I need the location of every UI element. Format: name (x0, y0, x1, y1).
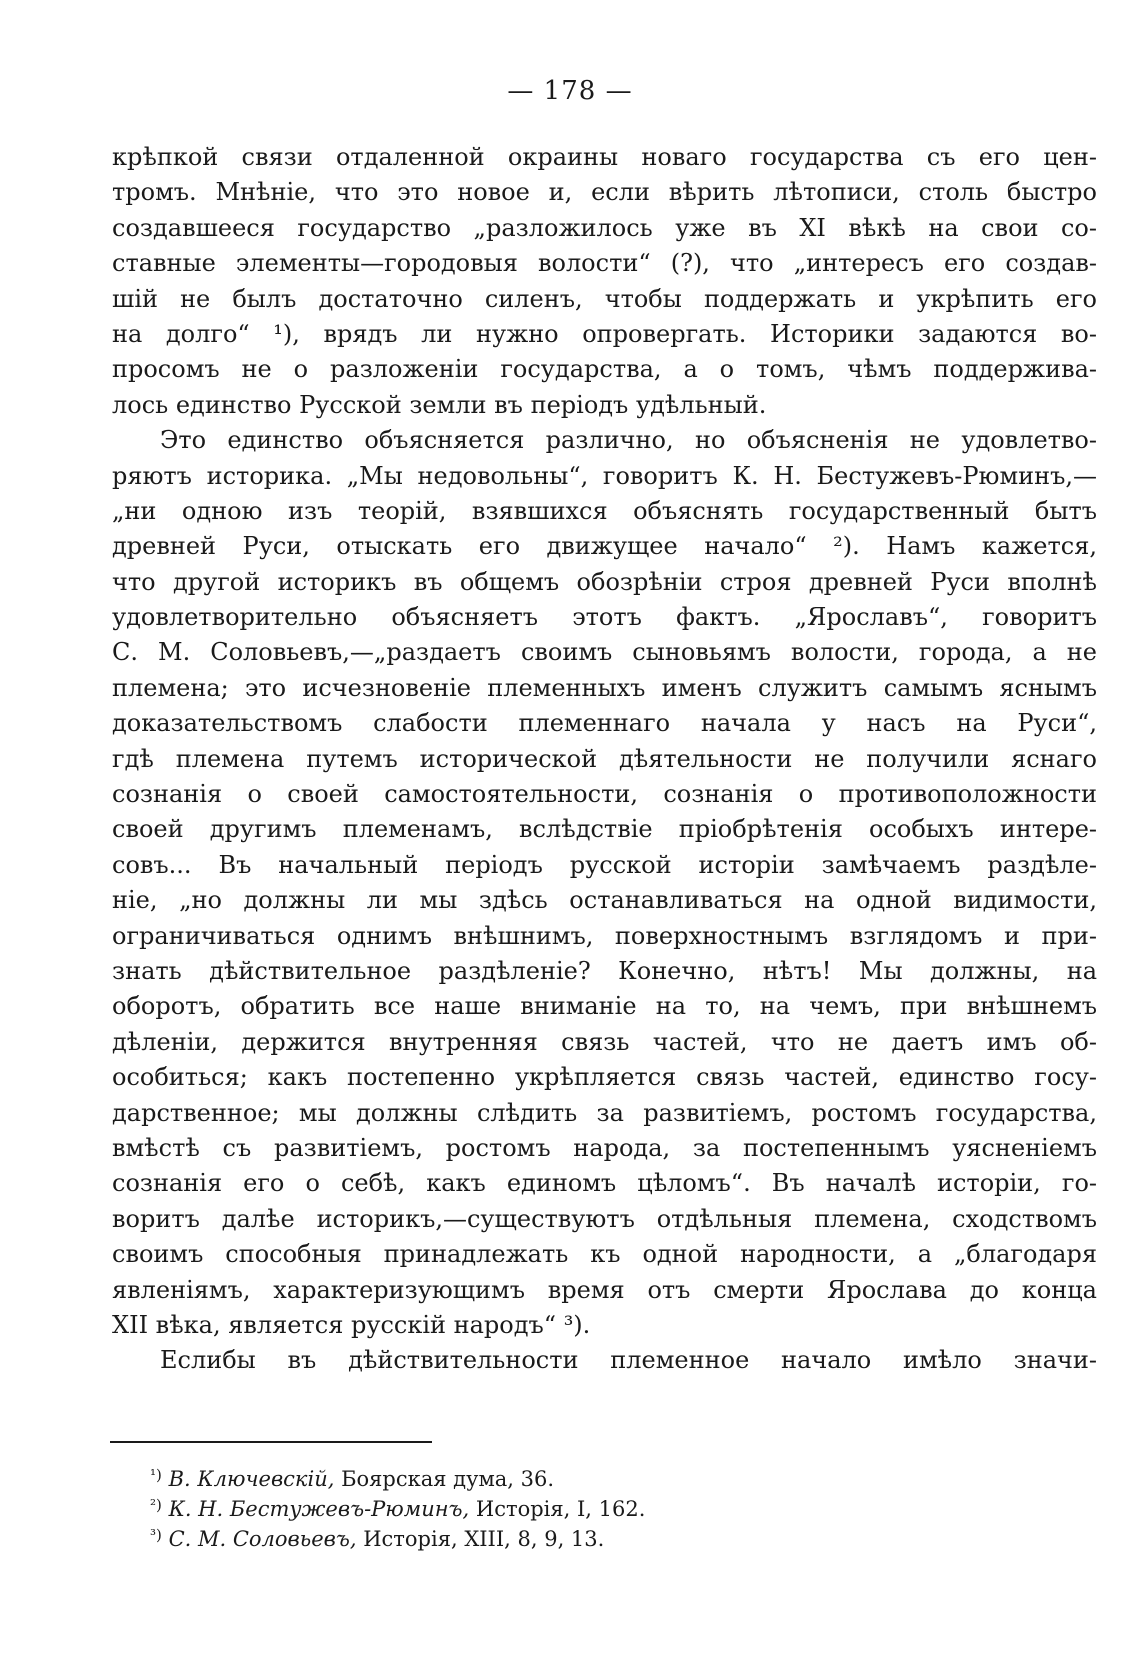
text-line: своей другимъ племенамъ, вслѣдствіе пріобрѣтенія особыхъ интере- (112, 815, 1097, 844)
footnote-author: К. Н. Бестужевъ-Рюминъ, (168, 1497, 470, 1521)
footnotes (150, 1460, 850, 1550)
footnote-ref: Исторія, I, 162. (469, 1497, 646, 1521)
text-line: ставные элементы—городовыя волости“ (?), что „интересъ его создав- (112, 249, 1097, 278)
footnote-ref: Исторія, XIII, 8, 9, 13. (356, 1527, 605, 1551)
text-line: Это единство объясняется различно, но объясненія не удовлетво- (160, 426, 1097, 455)
body-text (112, 140, 1097, 1379)
text-line: удовлетворительно объясняетъ этотъ фактъ. „Ярославъ“, говоритъ (112, 603, 1097, 632)
text-line: своимъ способныя принадлежать къ одной народности, а „благодаря (112, 1240, 1097, 1269)
text-line: сознанія о своей самостоятельности, сознанія о противоположности (112, 780, 1097, 809)
text-line: совъ... Въ начальный періодъ русской исторіи замѣчаемъ раздѣле- (112, 850, 1097, 879)
text-line: гдѣ племена путемъ исторической дѣятельности не получили яснаго (112, 744, 1097, 773)
text-line: дѣленіи, держится внутренняя связь частей, что не даетъ имъ об- (112, 1027, 1097, 1056)
text-line: С. М. Соловьевъ,—„раздаетъ своимъ сыновьямъ волости, города, а не (112, 638, 1097, 667)
text-line: вмѣстѣ съ развитіемъ, ростомъ народа, за постепеннымъ уясненіемъ (112, 1133, 1097, 1162)
text-line: знать дѣйствительное раздѣленіе? Конечно, нѣтъ! Мы должны, на (112, 956, 1097, 985)
text-line: крѣпкой связи отдаленной окраины новаго государства съ его цен- (112, 143, 1097, 171)
footnote-ref: Боярская дума, 36. (334, 1467, 555, 1491)
text-line: ряютъ историка. „Мы недовольны“, говоритъ К. Н. Бестужевъ-Рюминъ,— (112, 461, 1097, 490)
text-line: тромъ. Мнѣніе, что это новое и, если вѣрить лѣтописи, столь быстро (112, 178, 1097, 207)
text-line: на долго“ ¹), врядъ ли нужно опровергать. Историки задаются во- (112, 319, 1097, 348)
text-line: XII вѣка, является русскій народъ“ ³). (112, 1310, 591, 1339)
text-line: создавшееся государство „разложилось уже въ XI вѣкѣ на свои со- (112, 213, 1097, 242)
text-line: дарственное; мы должны слѣдить за развитіемъ, ростомъ государства, (112, 1098, 1097, 1127)
text-line: воритъ далѣе историкъ,—существуютъ отдѣльныя племена, сходствомъ (112, 1204, 1097, 1233)
footnote-author: В. Ключевскій, (168, 1467, 335, 1491)
footnote-separator (110, 1441, 432, 1443)
footnote-mark: ²) (150, 1496, 162, 1514)
text-line: ніе, „но должны ли мы здѣсь останавливаться на одной видимости, (112, 886, 1097, 915)
text-line: древней Руси, отыскать его движущее начало“ ²). Намъ кажется, (112, 532, 1097, 561)
text-line: ограничиваться однимъ внѣшнимъ, поверхностнымъ взглядомъ и при- (112, 921, 1097, 950)
footnote-mark: ³) (150, 1526, 162, 1544)
text-line: доказательствомъ слабости племеннаго начала у насъ на Руси“, (112, 709, 1097, 738)
text-line: особиться; какъ постепенно укрѣпляется связь частей, единство госу- (112, 1063, 1097, 1092)
footnote (150, 1520, 850, 1550)
page-number: — 178 — (507, 76, 633, 106)
text-line: что другой историкъ въ общемъ обозрѣніи строя древней Руси вполнѣ (112, 567, 1097, 596)
text-line: оборотъ, обратить все наше вниманіе на то, на чемъ, при внѣшнемъ (112, 992, 1097, 1021)
text-line: „ни одною изъ теорій, взявшихся объяснять государственный бытъ (112, 496, 1097, 525)
text-line: племена; это исчезновеніе племенныхъ именъ служитъ самымъ яснымъ (112, 673, 1097, 702)
footnote-author: С. М. Соловьевъ, (168, 1527, 357, 1551)
footnote-mark: ¹) (150, 1466, 162, 1484)
text-line: сознанія его о себѣ, какъ единомъ цѣломъ“. Въ началѣ исторіи, го- (112, 1169, 1097, 1198)
footnote (150, 1490, 850, 1520)
text-line: лось единство Русской земли въ періодъ удѣльный. (112, 390, 767, 419)
text-line: Еслибы въ дѣйствительности племенное начало имѣло значи- (160, 1346, 1097, 1375)
footnote (150, 1460, 850, 1490)
text-line: явленіямъ, характеризующимъ время отъ смерти Ярослава до конца (112, 1275, 1097, 1304)
text-line: шій не былъ достаточно силенъ, чтобы поддержать и укрѣпить его (112, 284, 1097, 313)
text-line: просомъ не о разложеніи государства, а о томъ, чѣмъ поддержива- (112, 355, 1097, 384)
